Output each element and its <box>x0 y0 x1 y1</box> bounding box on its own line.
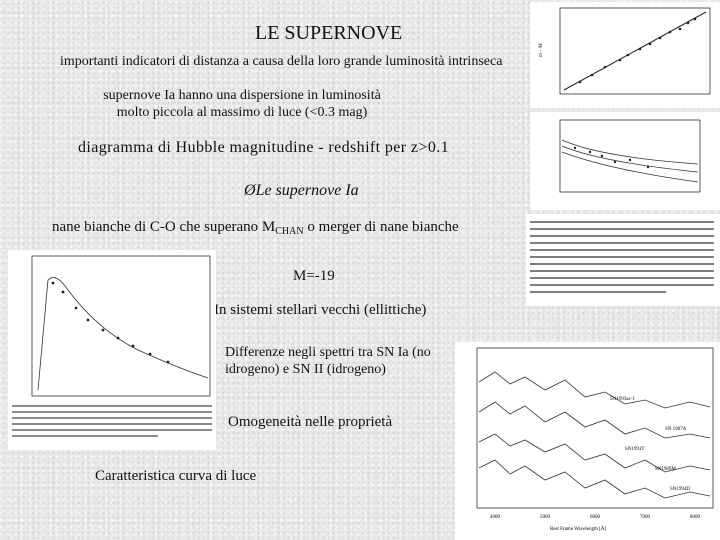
spectrum-label-4: SN1989M <box>655 467 676 472</box>
spectra-tick-8000: 8000 <box>690 515 700 520</box>
slide-title: LE SUPERNOVE <box>255 22 403 44</box>
spectrum-label-5: SN1994D <box>670 487 691 492</box>
hosts-text: In sistemi stellari vecchi (ellittiche) <box>214 302 427 318</box>
light-curve-text: Caratteristica curva di luce <box>95 468 257 484</box>
hubble-diagram-image <box>530 2 720 108</box>
heading-ia-label: Le supernove Ia <box>255 182 359 199</box>
subtitle: importanti indicatori di distanza a causa della loro grande luminosità intrinseca <box>60 54 503 69</box>
origin-pre: nane bianche di C-O che superano M <box>52 219 276 235</box>
origin-post: o merger di nane bianche <box>303 219 459 235</box>
homogeneity-text: Omogeneità nelle proprietà <box>228 414 393 430</box>
spectrum-label-3: SN1991T <box>625 447 645 452</box>
section-heading-ia <box>244 182 359 200</box>
residual-plot-image <box>530 112 720 210</box>
svg-text:m − M: m − M <box>539 43 544 57</box>
light-curve-image <box>8 250 216 450</box>
origin-text <box>52 219 459 237</box>
arrow-bullet-icon: Ø <box>244 182 256 199</box>
spectrum-label-2: SN 1987A <box>665 427 687 432</box>
magnitude-text: M=-19 <box>293 268 335 284</box>
spectra-comparison-image <box>455 342 720 540</box>
spectra-tick-6000: 6000 <box>590 515 600 520</box>
spectra-x-axis-label: Rest Frame Wavelength [Å] <box>550 527 607 532</box>
spectrum-label-1: SN1993ac-1 <box>610 397 635 402</box>
origin-sub: CHAN <box>275 226 304 237</box>
dispersion-text: supernove Ia hanno una dispersione in luminosità molto piccola al massimo di luce (<0.3 mag) <box>103 88 381 120</box>
figure-caption-image <box>526 214 720 306</box>
spectra-tick-5000: 5000 <box>540 515 550 520</box>
spectra-tick-4000: 4000 <box>490 515 500 520</box>
spectra-tick-7000: 7000 <box>640 515 650 520</box>
spectra-note: Differenze negli spettri tra SN Ia (no idrogeno) e SN II (idrogeno) <box>225 345 431 377</box>
hubble-diagram-text: diagramma di Hubble magnitudine - redshift per z>0.1 <box>78 139 450 156</box>
